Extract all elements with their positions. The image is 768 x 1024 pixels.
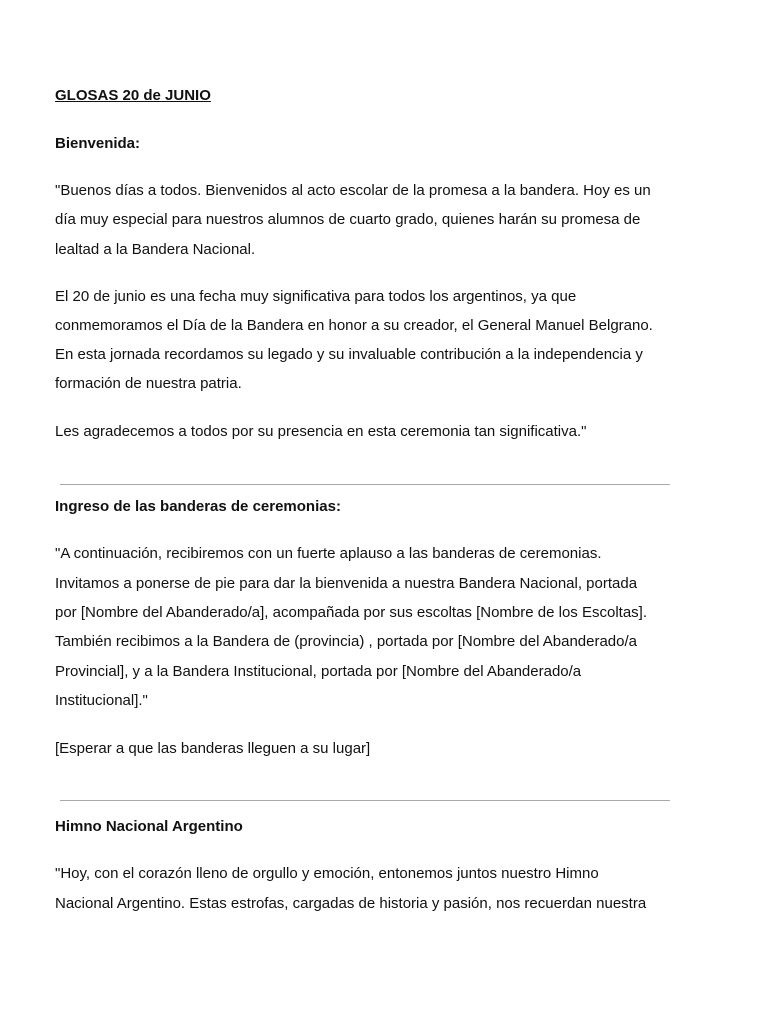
paragraph-line: formación de nuestra patria. [55, 375, 242, 392]
paragraph-line: El 20 de junio es una fecha muy significativa para todos los argentinos, ya que [55, 288, 577, 305]
section-divider [60, 800, 670, 801]
paragraph-line: En esta jornada recordamos su legado y su invaluable contribución a la independencia y [55, 346, 643, 363]
paragraph-line: Les agradecemos a todos por su presencia en esta ceremonia tan significativa." [55, 423, 587, 440]
paragraph-line: También recibimos a la Bandera de (provincia) , portada por [Nombre del Abanderado/a [55, 633, 637, 650]
stage-direction: [Esperar a que las banderas lleguen a su lugar] [55, 740, 371, 757]
paragraph-line: día muy especial para nuestros alumnos de cuarto grado, quienes harán su promesa de [55, 211, 641, 228]
paragraph-line: lealtad a la Bandera Nacional. [55, 241, 256, 258]
section-heading-himno: Himno Nacional Argentino [55, 818, 243, 835]
paragraph-line: "A continuación, recibiremos con un fuerte aplauso a las banderas de ceremonias. [55, 545, 602, 562]
paragraph-line: Institucional]." [55, 692, 148, 709]
paragraph-line: conmemoramos el Día de la Bandera en honor a su creador, el General Manuel Belgrano. [55, 317, 653, 334]
document-title: GLOSAS 20 de JUNIO [55, 87, 211, 104]
section-heading-bienvenida: Bienvenida: [55, 135, 141, 152]
paragraph-line: "Buenos días a todos. Bienvenidos al acto escolar de la promesa a la bandera. Hoy es un [55, 182, 651, 199]
paragraph-line: por [Nombre del Abanderado/a], acompañada por sus escoltas [Nombre de los Escoltas]. [55, 604, 647, 621]
paragraph-line: Nacional Argentino. Estas estrofas, cargadas de historia y pasión, nos recuerdan nuestra [55, 895, 647, 912]
paragraph-line: "Hoy, con el corazón lleno de orgullo y emoción, entonemos juntos nuestro Himno [55, 865, 599, 882]
section-heading-ingreso-banderas: Ingreso de las banderas de ceremonias: [55, 498, 341, 515]
section-divider [60, 484, 670, 485]
paragraph-line: Provincial], y a la Bandera Institucional, portada por [Nombre del Abanderado/a [55, 663, 582, 680]
paragraph-line: Invitamos a ponerse de pie para dar la bienvenida a nuestra Bandera Nacional, portada [55, 575, 638, 592]
